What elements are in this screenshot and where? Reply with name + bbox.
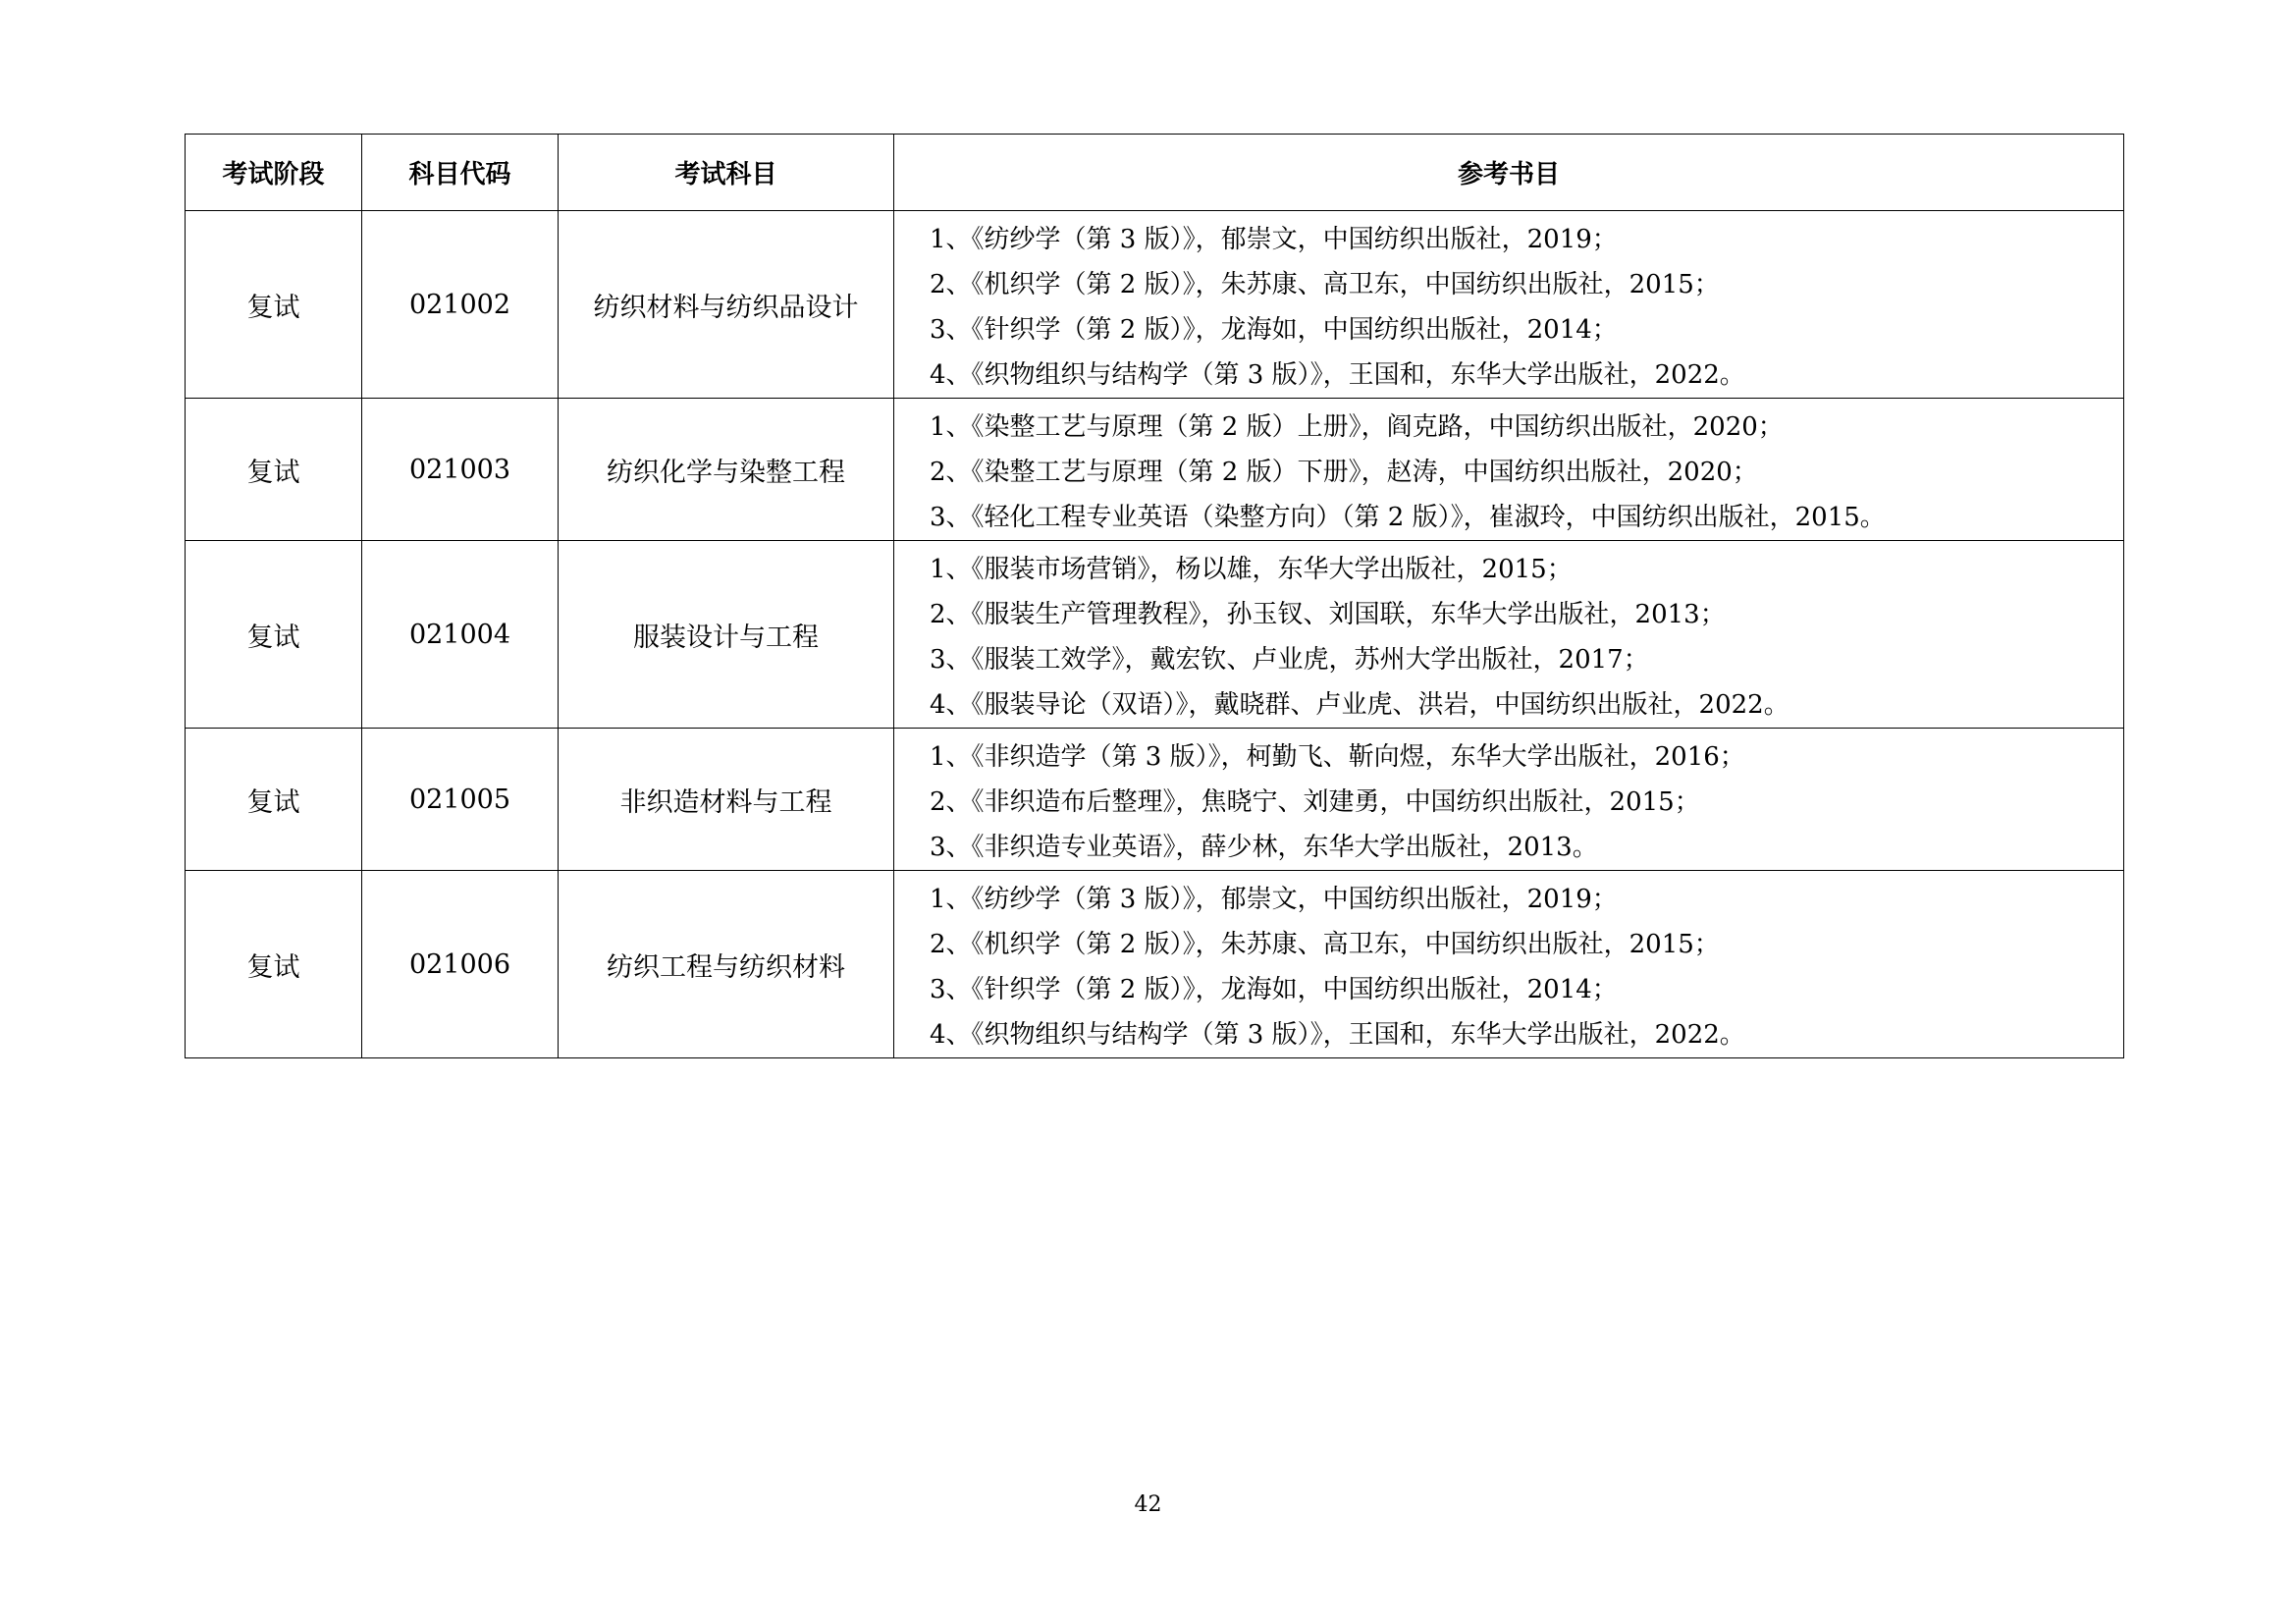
subject-code: 021005 [362,729,559,871]
exam-stage: 复试 [186,729,362,871]
book-item: 2、《染整工艺与原理（第 2 版）下册》，赵涛，中国纺织出版社，2020； [930,458,1758,487]
table-row [186,399,2124,541]
exam-subject: 纺织工程与纺织材料 [559,871,894,1058]
book-item: 3、《针织学（第 2 版）》，龙海如，中国纺织出版社，2014； [930,975,1618,1004]
header-subject: 考试科目 [559,135,894,211]
header-books: 参考书目 [894,135,2124,211]
reference-books [894,871,2124,1058]
book-item: 1、《染整工艺与原理（第 2 版）上册》，阎克路，中国纺织出版社，2020； [930,412,1784,442]
page-number: 42 [1134,1492,1162,1517]
book-item: 4、《服装导论（双语）》，戴晓群、卢业虎、洪岩，中国纺织出版社，2022。 [930,690,1789,720]
reference-books [894,211,2124,399]
subject-code: 021004 [362,541,559,729]
reference-books-table [185,134,2124,1058]
exam-subject: 非织造材料与工程 [559,729,894,871]
book-item: 4、《织物组织与结构学（第 3 版）》，王国和，东华大学出版社，2022。 [930,1020,1745,1050]
subject-code: 021002 [362,211,559,399]
exam-subject: 纺织化学与染整工程 [559,399,894,541]
book-item: 3、《轻化工程专业英语（染整方向）（第 2 版）》，崔淑玲，中国纺织出版社，2015。 [930,503,1886,532]
table-header-row [186,135,2124,211]
table-row [186,541,2124,729]
book-item: 3、《针织学（第 2 版）》，龙海如，中国纺织出版社，2014； [930,315,1618,345]
table-row [186,211,2124,399]
exam-stage: 复试 [186,399,362,541]
reference-books [894,729,2124,871]
table-row [186,871,2124,1058]
reference-books [894,399,2124,541]
exam-stage: 复试 [186,871,362,1058]
book-item: 2、《服装生产管理教程》，孙玉钗、刘国联，东华大学出版社，2013； [930,600,1726,629]
subject-code: 021006 [362,871,559,1058]
book-item: 1、《纺纱学（第 3 版）》，郁崇文，中国纺织出版社，2019； [930,885,1618,914]
book-item: 2、《非织造布后整理》，焦晓宁、刘建勇，中国纺织出版社，2015； [930,787,1700,817]
book-item: 2、《机织学（第 2 版）》，朱苏康、高卫东，中国纺织出版社，2015； [930,930,1720,959]
book-item: 4、《织物组织与结构学（第 3 版）》，王国和，东华大学出版社，2022。 [930,360,1745,390]
table-row [186,729,2124,871]
exam-subject: 纺织材料与纺织品设计 [559,211,894,399]
subject-code: 021003 [362,399,559,541]
exam-stage: 复试 [186,211,362,399]
reference-books [894,541,2124,729]
exam-stage: 复试 [186,541,362,729]
book-item: 3、《服装工效学》，戴宏钦、卢业虎，苏州大学出版社，2017； [930,645,1649,675]
book-item: 1、《服装市场营销》，杨以雄，东华大学出版社，2015； [930,555,1573,584]
exam-subject: 服装设计与工程 [559,541,894,729]
header-code: 科目代码 [362,135,559,211]
book-item: 1、《非织造学（第 3 版）》，柯勤飞、靳向煜，东华大学出版社，2016； [930,742,1745,772]
book-item: 1、《纺纱学（第 3 版）》，郁崇文，中国纺织出版社，2019； [930,225,1618,254]
header-stage: 考试阶段 [186,135,362,211]
book-item: 3、《非织造专业英语》，薛少林，东华大学出版社，2013。 [930,833,1598,862]
book-item: 2、《机织学（第 2 版）》，朱苏康、高卫东，中国纺织出版社，2015； [930,270,1720,299]
